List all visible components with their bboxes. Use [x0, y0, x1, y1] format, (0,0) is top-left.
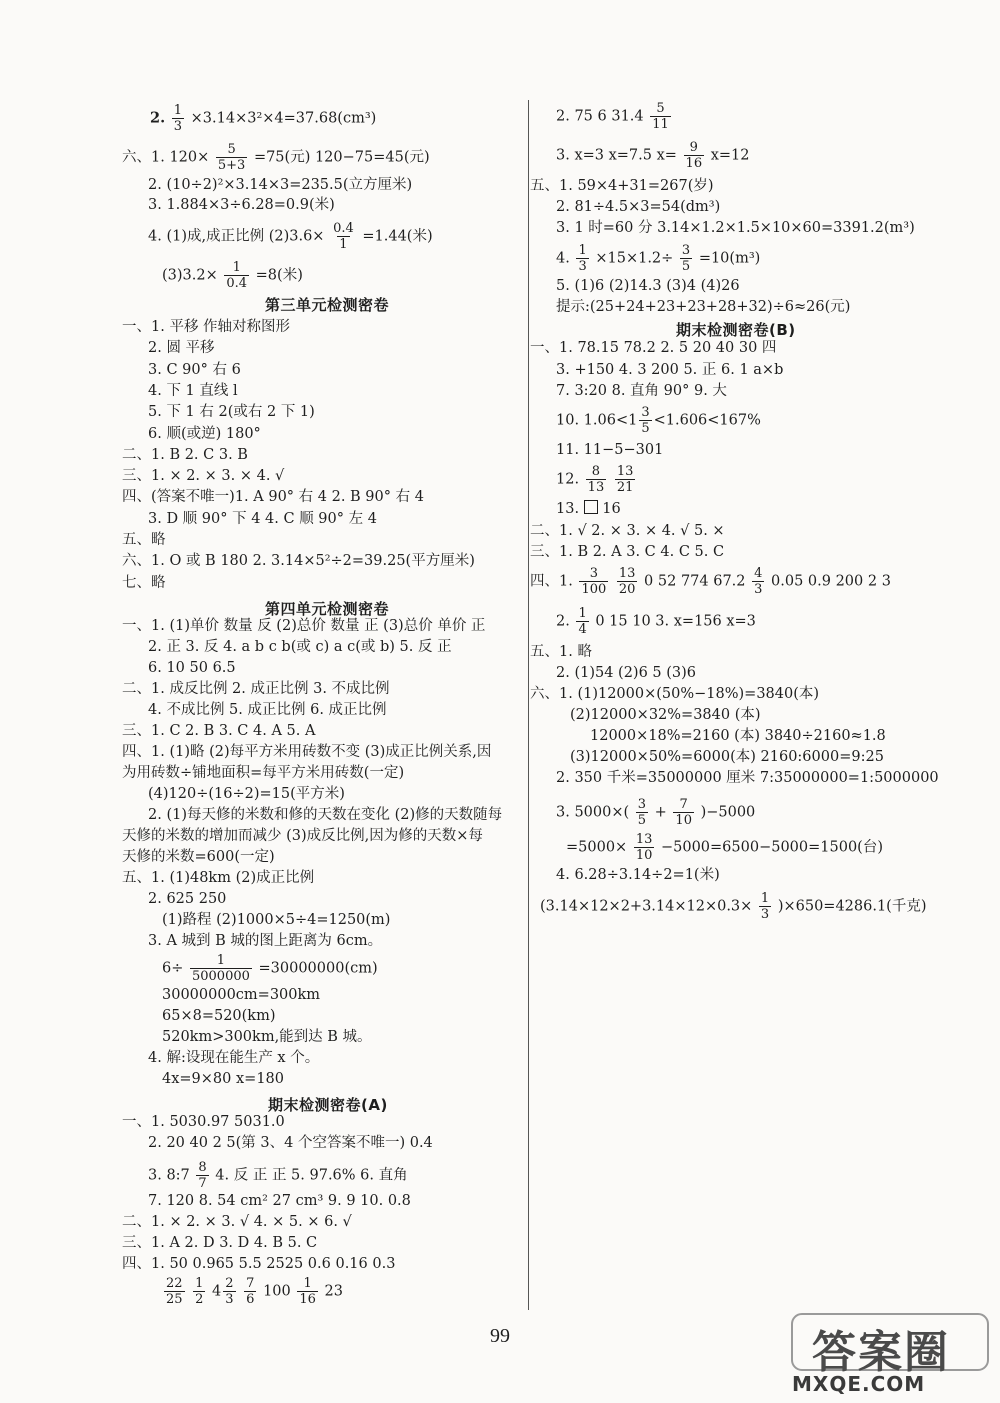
answer-line: 七、略: [122, 575, 166, 591]
answer-line: 六、1. 120× $\frac{5}{5+3}$ =75(元) 120−75=45(元): [122, 142, 430, 173]
answer-line: 2. $\frac{1}{3}$ ×3.14×3²×4=37.68(cm³): [150, 103, 377, 134]
answer-line: 天修的米数=600(一定): [122, 849, 275, 865]
answer-line: (2)12000×32%=3840 (本): [570, 707, 761, 723]
fraction: $\frac{13}{21}$: [616, 464, 634, 495]
fraction: $\frac{1}{3}$: [760, 891, 770, 922]
fraction: $\frac{8}{13}$: [587, 464, 605, 495]
answer-line: 五、1. 59×4+31=267(岁): [530, 178, 714, 194]
answer-line: 11. 11−5−301: [556, 442, 664, 458]
answer-line: 2. (10÷2)²×3.14×3=235.5(立方厘米): [148, 177, 413, 193]
answer-line: 3. 8:7 $\frac{8}{7}$ 4. 反 正 正 5. 97.6% 6. 直角: [148, 1160, 408, 1191]
answer-line: 2. 75 6 31.4 $\frac{5}{11}$: [556, 101, 669, 132]
fraction: $\frac{1}{4}$: [578, 606, 587, 637]
fraction: $\frac{2}{3}$: [225, 1276, 234, 1307]
fraction: $\frac{3}{5}$: [637, 797, 647, 828]
answer-line: 4. (1)成,成正比例 (2)3.6× $\frac{0.4}{1}$ =1.44(米): [148, 221, 433, 252]
answer-line: 4. 6.28÷3.14÷2=1(米): [556, 867, 720, 883]
column-divider: [528, 100, 529, 1310]
fraction: $\frac{3}{100}$: [581, 566, 607, 597]
answer-line: 3. +150 4. 3 200 5. 正 6. 1 a×b: [556, 362, 784, 378]
answer-line: 三、1. A 2. D 3. D 4. B 5. C: [122, 1235, 318, 1251]
answer-line: 4. 不成比例 5. 成正比例 6. 成正比例: [148, 702, 387, 718]
answer-line: 65×8=520(km): [162, 1008, 276, 1024]
answer-line: 五、1. (1)48km (2)成正比例: [122, 870, 315, 886]
watermark-site: MXQE.COM: [792, 1372, 926, 1396]
section-title: 第四单元检测密卷: [265, 600, 390, 618]
answer-line: 5. (1)6 (2)14.3 (3)4 (4)26: [556, 278, 740, 294]
fraction: $\frac{1}{5000000}$: [191, 953, 250, 984]
answer-line: 4x=9×80 x=180: [162, 1071, 284, 1087]
answer-line: 2. $\frac{1}{4}$ 0 15 10 3. x=156 x=3: [556, 606, 756, 637]
answer-line: 12. $\frac{8}{13}$ $\frac{13}{21}$: [556, 464, 634, 495]
answer-line: 6. 顺(或逆) 180°: [148, 426, 261, 442]
fraction: $\frac{0.4}{1}$: [333, 221, 354, 252]
answer-line: 为用砖数÷铺地面积=每平方米用砖数(一定): [122, 765, 405, 781]
answer-line: 二、1. 成反比例 2. 成正比例 3. 不成比例: [122, 681, 390, 697]
answer-line: 一、1. 平移 作轴对称图形: [122, 319, 291, 335]
answer-line: 6. 10 50 6.5: [148, 660, 236, 676]
answer-line: =5000× $\frac{13}{10}$ −5000=6500−5000=1500(台): [566, 832, 883, 863]
answer-line: 五、1. 略: [530, 644, 592, 660]
fraction: $\frac{13}{20}$: [618, 566, 636, 597]
answer-line: 四、1. $\frac{3}{100}$ $\frac{13}{20}$ 0 52 774 67.2 $\frac{4}{3}$ 0.05 0.9 200 2 3: [530, 566, 891, 597]
answer-line: 2. 正 3. 反 4. a b c b(或 c) a c(或 b) 5. 反 正: [148, 639, 452, 655]
answer-line: 3. x=3 x=7.5 x= $\frac{9}{16}$ x=12: [556, 140, 750, 171]
fraction: $\frac{1}{3}$: [173, 103, 183, 134]
answer-line: 7. 120 8. 54 cm² 27 cm³ 9. 9 10. 0.8: [148, 1193, 411, 1209]
answer-line: 六、1. (1)12000×(50%−18%)=3840(本): [530, 686, 820, 702]
fraction: $\frac{7}{10}$: [675, 797, 692, 828]
answer-line: 三、1. B 2. A 3. C 4. C 5. C: [530, 544, 725, 560]
answer-line: 六、1. O 或 B 180 2. 3.14×5²÷2=39.25(平方厘米): [122, 553, 475, 569]
answer-line: 提示:(25+24+23+23+28+32)÷6≈26(元): [556, 299, 851, 315]
fraction: $\frac{1}{0.4}$: [226, 260, 248, 291]
answer-line: 520km>300km,能到达 B 城。: [162, 1029, 372, 1045]
fraction: $\frac{3}{5}$: [681, 243, 691, 274]
fraction: $\frac{5}{11}$: [652, 101, 669, 132]
answer-line: 3. 5000×( $\frac{3}{5}$ + $\frac{7}{10}$ )−5000: [556, 797, 756, 828]
answer-line: 四、1. (1)略 (2)每平方米用砖数不变 (3)成正比例关系,因: [122, 744, 492, 760]
answer-line: (4)120÷(16÷2)=15(平方米): [148, 786, 345, 802]
answer-line: (3)3.2× $\frac{1}{0.4}$ =8(米): [162, 260, 303, 291]
answer-line: 二、1. B 2. C 3. B: [122, 447, 248, 463]
section-title: 第三单元检测密卷: [265, 296, 390, 314]
fraction: $\frac{5}{5+3}$: [217, 142, 246, 173]
section-title: 期末检测密卷(A): [268, 1096, 388, 1114]
answer-line: 一、1. 5030.97 5031.0: [122, 1114, 285, 1130]
answer-line: 2. 350 千米=35000000 厘米 7:35000000=1:5000000: [556, 770, 939, 786]
answer-line: 2. 20 40 2 5(第 3、4 个空答案不唯一) 0.4: [148, 1135, 433, 1151]
answer-line: 4. $\frac{1}{3}$ ×15×1.2÷ $\frac{3}{5}$ =10(m³): [556, 243, 761, 274]
answer-line: 天修的米数的增加而减少 (3)成反比例,因为修的天数×每: [122, 828, 483, 844]
fraction: $\frac{4}{3}$: [754, 566, 763, 597]
answer-line: $\frac{22}{25}$ $\frac{1}{2}$ 4 $\frac{2}{3}$ $\frac{7}{6}$ 100 $\frac{1}{16}$ 23: [166, 1276, 343, 1307]
answer-line: 五、略: [122, 532, 166, 548]
fraction: $\frac{8}{7}$: [198, 1160, 207, 1191]
answer-line: 二、1. × 2. × 3. √ 4. × 5. × 6. √: [122, 1214, 352, 1230]
fraction: $\frac{22}{25}$: [166, 1276, 183, 1307]
fraction: $\frac{1}{16}$: [299, 1276, 316, 1307]
empty-box-glyph: [584, 500, 598, 514]
answer-line: 4. 解:设现在能生产 x 个。: [148, 1050, 320, 1066]
fraction: $\frac{7}{6}$: [246, 1276, 255, 1307]
answer-line: 3. 1.884×3÷6.28=0.9(米): [148, 197, 335, 213]
answer-line: 3. A 城到 B 城的图上距离为 6cm。: [148, 933, 383, 949]
fraction: $\frac{1}{3}$: [578, 243, 587, 274]
section-title: 期末检测密卷(B): [676, 321, 796, 339]
answer-line: (3)12000×50%=6000(本) 2160:6000=9:25: [570, 749, 884, 765]
answer-line: 一、1. (1)单价 数量 反 (2)总价 数量 正 (3)总价 单价 正: [122, 618, 486, 634]
answer-line: 2. (1)每天修的米数和修的天数在变化 (2)修的天数随每: [148, 807, 503, 823]
answer-line: 13. 16: [556, 501, 621, 517]
answer-line: 4. 下 1 直线 l: [148, 383, 238, 399]
fraction: $\frac{3}{5}$: [641, 405, 650, 436]
answer-line: 3. 1 时=60 分 3.14×1.2×1.5×10×60=3391.2(m³): [556, 220, 915, 236]
answer-line: 10. 1.06<1 $\frac{3}{5}$ <1.606<167%: [556, 405, 761, 436]
answer-line: (3.14×12×2+3.14×12×0.3× $\frac{1}{3}$ )×650=4286.1(千克): [540, 891, 927, 922]
answer-line: 3. D 顺 90° 下 4 4. C 顺 90° 左 4: [148, 511, 377, 527]
answer-line: 三、1. × 2. × 3. × 4. √: [122, 468, 285, 484]
answer-line: 7. 3:20 8. 直角 90° 9. 大: [556, 383, 727, 399]
answer-line: (1)路程 (2)1000×5÷4=1250(m): [162, 912, 391, 928]
answer-line: 四、1. 50 0.965 5.5 2525 0.6 0.16 0.3: [122, 1256, 396, 1272]
page-number: 99: [490, 1325, 510, 1347]
answer-line: 3. C 90° 右 6: [148, 362, 241, 378]
fraction: $\frac{9}{16}$: [685, 140, 703, 171]
answer-line: 四、(答案不唯一)1. A 90° 右 4 2. B 90° 右 4: [122, 489, 424, 505]
answer-line: 12000×18%=2160 (本) 3840÷2160≈1.8: [590, 728, 886, 744]
answer-line: 2. 81÷4.5×3=54(dm³): [556, 199, 721, 215]
watermark-logo-text: 答案圈: [812, 1327, 950, 1378]
answer-line: 5. 下 1 右 2(或右 2 下 1): [148, 404, 315, 420]
answer-line: 2. 625 250: [148, 891, 227, 907]
answer-line: 2. (1)54 (2)6 5 (3)6: [556, 665, 697, 681]
answer-line: 三、1. C 2. B 3. C 4. A 5. A: [122, 723, 316, 739]
answer-line: 6÷ $\frac{1}{5000000}$ =30000000(cm): [162, 953, 378, 984]
answer-line: 2. 圆 平移: [148, 340, 215, 356]
fraction: $\frac{13}{10}$: [635, 832, 653, 863]
fraction: $\frac{1}{2}$: [195, 1276, 204, 1307]
answer-line: 一、1. 78.15 78.2 2. 5 20 40 30 四: [530, 340, 777, 356]
answer-line: 30000000cm=300km: [162, 987, 321, 1003]
answer-line: 二、1. √ 2. × 3. × 4. √ 5. ×: [530, 523, 725, 539]
